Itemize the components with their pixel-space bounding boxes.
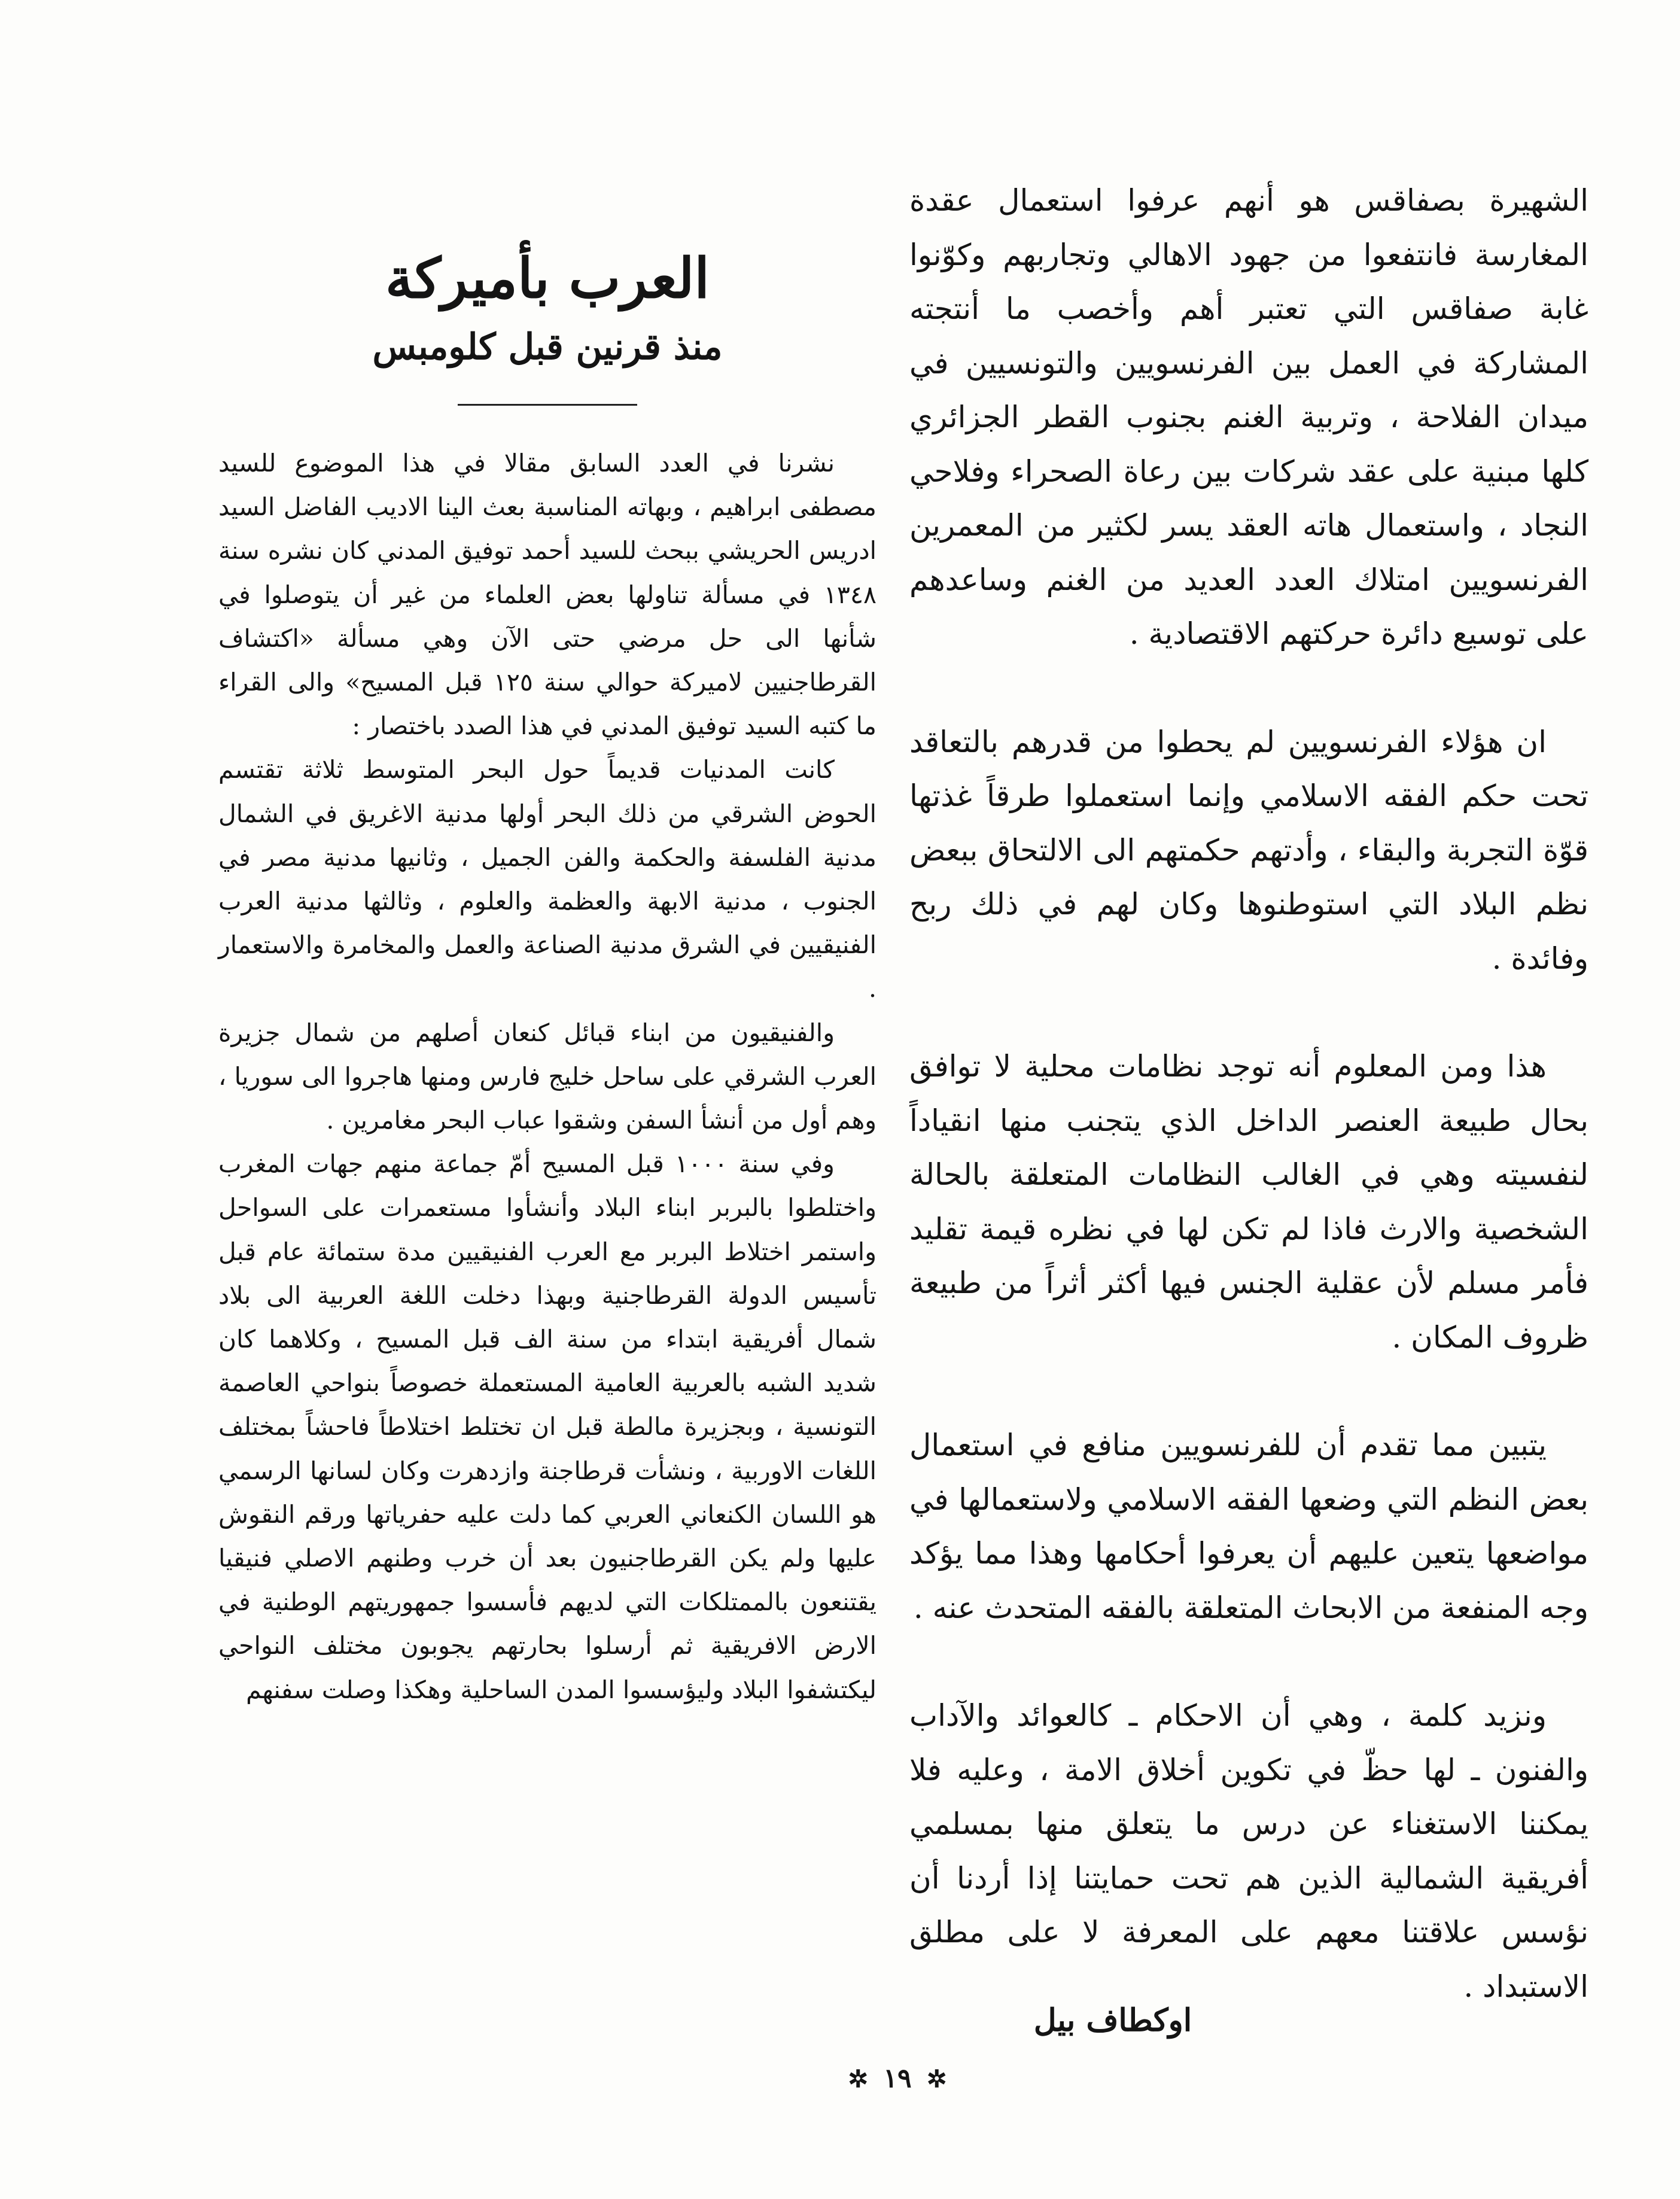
paragraph: هذا ومن المعلوم أنه توجد نظامات محلية لا توافق بحال طبيعة العنصر الداخل الذي يتجنب منها انقياداً لنفسيته وهي في الغالب النظامات المتعلقة بالحالة الشخصية والارث فاذا لم تكن لها في نظره قيمة تقليد فأمر مسلم لأن عقلية الجنس فيها أكثر أثراً من طبيعة ظروف المكان . bbox=[909, 1049, 1588, 1355]
article-title: العرب بأميركة bbox=[385, 246, 710, 311]
page-footer bbox=[748, 2063, 1047, 2094]
left-column bbox=[218, 174, 876, 1712]
article-header bbox=[218, 242, 876, 406]
paragraph: يتبين مما تقدم أن للفرنسويين منافع في استعمال بعض النظم التي وضعها الفقه الاسلامي ولاستعمالها في مواضعها يتعين عليهم أن يعرفوا أحكامها وهذا مما يؤكد وجه المنفعة من الابحاث المتعلقة بالفقه المتحدث عنه . bbox=[909, 1428, 1588, 1625]
paragraph: والفنيقيون من ابناء قبائل كنعان أصلهم من شمال جزيرة العرب الشرقي على ساحل خليج فارس ومنها هاجروا الى سوريا ، وهم أول من أنشأ السفن وشقوا عباب البحر مغامرين . bbox=[218, 1018, 876, 1135]
author-signature: اوكطاف بيل bbox=[1033, 2002, 1192, 2039]
paragraph: ان هؤلاء الفرنسويين لم يحطوا من قدرهم بالتعاقد تحت حكم الفقه الاسلامي وإنما استعملوا طرقاً غذتها قوّة التجربة والبقاء ، وأدتهم حكمتهم الى الالتحاق ببعض نظم البلاد التي استوطنوها وكان لهم في ذلك ربح وفائدة . bbox=[909, 724, 1588, 976]
star-ornament-icon: ✲ bbox=[848, 2065, 869, 2093]
paragraph: وفي سنة ١٠٠٠ قبل المسيح أمّ جماعة منهم جهات المغرب واختلطوا بالبربر ابناء البلاد وأنشأوا مستعمرات على السواحل واستمر اختلاط البربر مع العرب الفنيقيين مدة ستمائة عام قبل تأسيس الدولة القرطاجنية وبهذا دخلت اللغة العربية الى بلاد شمال أفريقية ابتداء من سنة الف قبل المسيح ، وكلاهما كان شديد الشبه بالعربية العامية المستعملة خصوصاً بنواحي العاصمة التونسية ، وبجزيرة مالطة قبل ان تختلط اختلاطاً فاحشاً بمختلف اللغات الاوربية ، ونشأت قرطاجنة وازدهرت وكان لسانها الرسمي هو اللسان الكنعاني العربي كما دلت عليه حفرياتها ورقم النقوش عليها ولم يكن القرطاجنيون بعد أن خرب وطنهم الاصلي فنيقيا يقتنعون بالممتلكات التي لديهم فأسسوا جمهوريتهم الوطنية في الارض الافريقية ثم أرسلوا بحارتهم يجوبون مختلف النواحي ليكتشفوا البلاد وليؤسسوا المدن الساحلية وهكذا وصلت سفنهم bbox=[218, 1149, 876, 1704]
article-subtitle: منذ قرنين قبل كلومبس bbox=[372, 326, 723, 368]
right-column bbox=[909, 174, 1588, 2014]
page-number: ١٩ bbox=[883, 2063, 912, 2094]
paragraph: نشرنا في العدد السابق مقالا في هذا الموضوع للسيد مصطفى ابراهيم ، وبهاته المناسبة بعث الينا الاديب الفاضل السيد ادريس الحريشي ببحث للسيد أحمد توفيق المدني كان نشره سنة ١٣٤٨ في مسألة تناولها بعض العلماء من غير أن يتوصلوا في شأنها الى حل مرضي حتى الآن وهي مسألة «اكتشاف القرطاجنيين لاميركة حوالي سنة ١٢٥ قبل المسيح» والى القراء ما كتبه السيد توفيق المدني في هذا الصدد باختصار : bbox=[218, 449, 876, 741]
paragraph: الشهيرة بصفاقس هو أنهم عرفوا استعمال عقدة المغارسة فانتفعوا من جهود الاهالي وتجاربهم وكوّنوا غابة صفاقس التي تعتبر أهم وأخصب ما أنتجته المشاركة في العمل بين الفرنسويين والتونسيين في ميدان الفلاحة ، وتربية الغنم بجنوب القطر الجزائري كلها مبنية على عقد شركات بين رعاة الصحراء وفلاحي النجاد ، واستعمال هاته العقد يسر لكثير من المعمرين الفرنسويين امتلاك العدد العديد من الغنم وساعدهم على توسيع دائرة حركتهم الاقتصادية . bbox=[909, 183, 1588, 651]
star-ornament-icon: ✲ bbox=[926, 2065, 947, 2093]
paragraph: كانت المدنيات قديماً حول البحر المتوسط ثلاثة تقتسم الحوض الشرقي من ذلك البحر أولها مدنية الاغريق في الشمال مدنية الفلسفة والحكمة والفن الجميل ، وثانيها مدنية مصر في الجنوب ، مدنية الابهة والعظمة والعلوم ، وثالثها مدنية العرب الفنيقيين في الشرق مدنية الصناعة والعمل والمخامرة والاستعمار . bbox=[218, 755, 876, 1003]
paragraph: ونزيد كلمة ، وهي أن الاحكام ـ كالعوائد والآداب والفنون ـ لها حظّ في تكوين أخلاق الامة ، وعليه فلا يمكننا الاستغناء عن درس ما يتعلق منها بمسلمي أفريقية الشمالية الذين هم تحت حمايتنا إذا أردنا أن نؤسس علاقتنا معهم على المعرفة لا على مطلق الاستبداد . bbox=[909, 1698, 1588, 2004]
title-divider bbox=[458, 404, 637, 406]
